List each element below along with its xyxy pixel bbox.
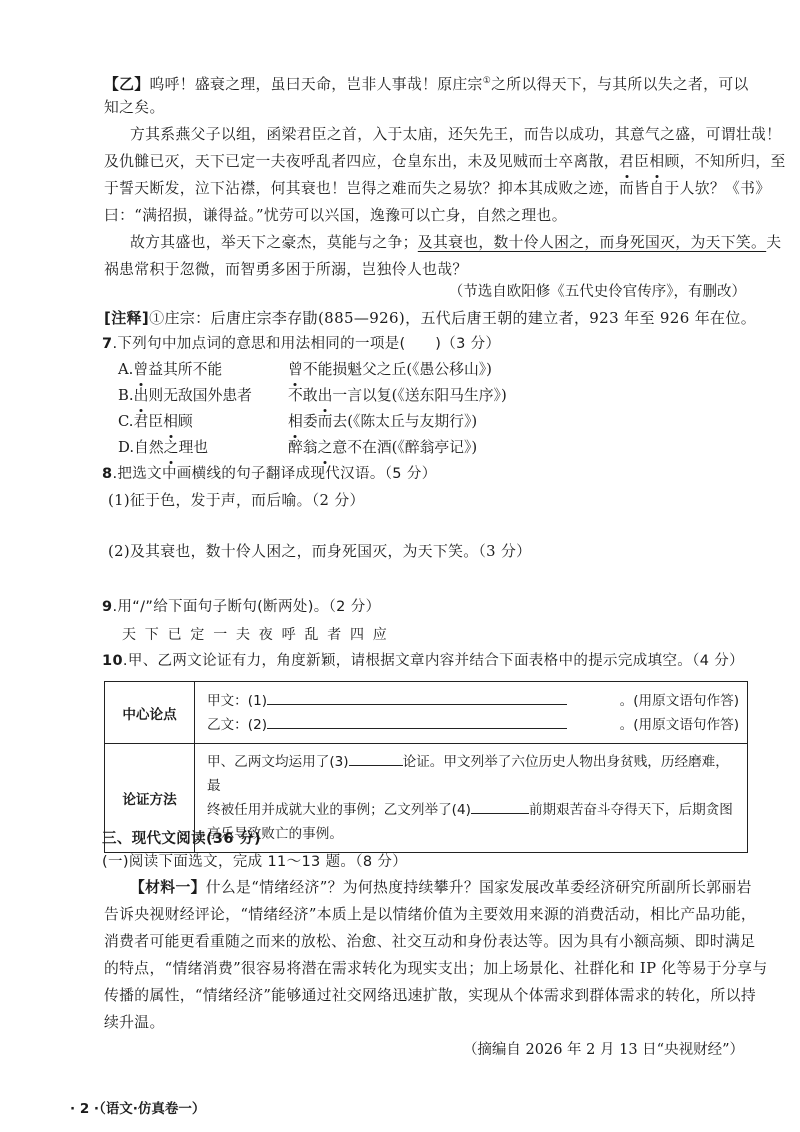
q9-text: .用“/”给下面句子断句(断两处)。（2 分） xyxy=(112,599,381,615)
jia-blank[interactable] xyxy=(267,690,567,705)
q9-sentence: 天下已定一夫夜呼乱者四应 xyxy=(122,627,396,643)
section-sub: (一)阅读下面选文，完成 11～13 题。（8 分） xyxy=(102,854,408,870)
material1-line3: 消费者可能更看重随之而来的放松、治愈、社交互动和身份表达等。因为具有小额高频、即时满足 xyxy=(104,933,756,950)
q7-option-d-left[interactable]: D.自然之理也 xyxy=(118,437,208,459)
material1-line5: 传播的属性，“情绪经济”能够通过社交网络迅速扩散，实现从个体需求到群体需求的转化，所以持 xyxy=(104,987,757,1004)
yi-para1-line2: 知之矣。 xyxy=(104,99,165,116)
yi-suffix: 。(用原文语句作答) xyxy=(619,716,739,733)
jia-prefix: 甲文：(1) xyxy=(207,692,268,709)
method-cell xyxy=(195,744,748,853)
yi-answer-row xyxy=(207,713,739,737)
method-blank-4[interactable] xyxy=(471,799,529,814)
note-text: ①庄宗：后唐庄宗李存勖(885—926)，五代后唐王朝的建立者，923 年至 926 年在位。 xyxy=(149,309,757,327)
q7-option-a-right: 曾不能损魁父之丘(《愚公移山》) xyxy=(288,359,492,381)
page-footer: · 2 ·（语文·仿真卷一） xyxy=(70,1101,206,1117)
q9-number: 9 xyxy=(102,599,113,615)
yi-para3-line2: 祸患常积于忽微，而智勇多困于所溺，岂独伶人也哉？ xyxy=(104,261,468,278)
method-blank-3[interactable] xyxy=(349,751,403,766)
q7-number: 7 xyxy=(102,336,113,352)
material1-line1: 【材料一】什么是“情绪经济”？为何热度持续攀升？国家发展改革委经济研究所副所长郭丽岩 xyxy=(130,879,752,896)
q8-number: 8 xyxy=(102,466,113,482)
material1-line4: 的特点，“情绪消费”很容易将潜在需求转化为现实支出；加上场景化、社群化和 IP 化等易于分享与 xyxy=(104,960,768,977)
method-line2: 终被任用并成就大业的事例；乙文列举了(4) 前期艰苦奋斗夺得天下，后期贪图 xyxy=(207,798,739,822)
yi-para1-text-cont: 之所以得天下，与其所以失之者，可以 xyxy=(491,75,749,93)
central-argument-label: 中心论点 xyxy=(105,682,195,744)
jia-answer-row xyxy=(207,689,739,713)
footnote-marker: ① xyxy=(482,76,492,86)
q7-text: .下列句中加点词的意思和用法相同的一项是( )（3 分） xyxy=(112,336,501,352)
yi-source: （节选自欧阳修《五代史伶官传序》，有删改） xyxy=(448,284,746,300)
q8-sub1: (1)征于色，发于声，而后喻。（2 分） xyxy=(108,492,365,509)
q7-stem xyxy=(102,333,500,355)
yi-para2-line1: 方其系燕父子以组，函梁君臣之首，入于太庙，还矢先王，而告以成功，其意气之盛，可谓壮哉！ xyxy=(130,126,782,143)
yi-para2-line2: 及仇雠已灭，天下已定一夫夜呼乱者四应，仓皇东出，未及见贼而士卒离散，君臣相顾，不知所归，至 xyxy=(104,151,786,173)
yi-para2-line4: 曰：“满招损，谦得益。”忧劳可以兴国，逸豫可以亡身，自然之理也。 xyxy=(104,207,567,224)
yi-para1-line1 xyxy=(104,70,749,96)
material1-line2: 告诉央视财经评论，“情绪经济”本质上是以情绪价值为主要效用来源的消费活动，相比产品功能， xyxy=(104,906,757,923)
q7-option-c-right: 相委而去(《陈太丘与友期行》) xyxy=(288,411,477,433)
underlined-sentence: 及其衰也，数十伶人困之，而身死国灭，为天下笑。 xyxy=(417,234,767,251)
yi-para1-text: 呜呼！盛衰之理，虽曰天命，岂非人事哉！原庄宗 xyxy=(149,75,483,93)
yi-prefix: 乙文：(2) xyxy=(207,716,268,733)
method-label: 论证方法 xyxy=(105,744,195,853)
yi-blank[interactable] xyxy=(267,714,567,729)
q7-option-a-left[interactable]: A.曾益其所不能 xyxy=(118,359,222,381)
jia-suffix: 。(用原文语句作答) xyxy=(619,692,739,709)
method-line3: 享乐导致败亡的事例。 xyxy=(207,826,343,842)
q8-text: .把选文中画横线的句子翻译成现代汉语。（5 分） xyxy=(112,466,437,482)
q7-option-b-right: 不敢出一言以复(《送东阳马生序》) xyxy=(288,385,507,407)
note-label: [注释] xyxy=(104,309,150,327)
central-argument-cell xyxy=(195,682,748,744)
yi-para3-line1 xyxy=(130,232,781,254)
material1-source: （摘编自 2026 年 2 月 13 日“央视财经”） xyxy=(462,1042,744,1058)
q7-option-b-left[interactable]: B.出则无敌国外患者 xyxy=(118,385,252,407)
material1-line6: 续升温。 xyxy=(104,1014,165,1031)
yi-label: 【乙】 xyxy=(104,75,150,93)
material1-label: 【材料一】 xyxy=(130,879,206,896)
q10-stem xyxy=(102,650,744,672)
q9-stem xyxy=(102,596,380,618)
yi-para3-text: 故方其盛也，举天下之豪杰，莫能与之争； xyxy=(130,234,418,251)
yi-para3-text-cont: 夫 xyxy=(766,234,782,251)
method-line1: 甲、乙两文均运用了(3) 论证。甲文列举了六位历史人物出身贫贱，历经磨难，最 xyxy=(207,750,739,798)
section-title: 三、现代文阅读(36 分) xyxy=(102,831,262,847)
q7-option-c-left[interactable]: C.君臣相顾 xyxy=(118,411,193,433)
yi-para2-line3: 于誓天断发，泣下沾襟，何其衰也！岂得之难而失之易欤？抑本其成败之迹，而皆自于人欤？《书》 xyxy=(104,180,771,197)
yi-note xyxy=(104,307,756,329)
q10-text: .甲、乙两文论证有力，角度新颖，请根据文章内容并结合下面表格中的提示完成填空。（4 分） xyxy=(122,653,744,669)
q8-sub2: (2)及其衰也，数十伶人困之，而身死国灭，为天下笑。（3 分） xyxy=(108,543,532,560)
q10-number: 10 xyxy=(102,653,123,669)
q8-stem xyxy=(102,463,437,485)
q7-option-d-right: 醉翁之意不在酒(《醉翁亭记》) xyxy=(288,437,477,459)
